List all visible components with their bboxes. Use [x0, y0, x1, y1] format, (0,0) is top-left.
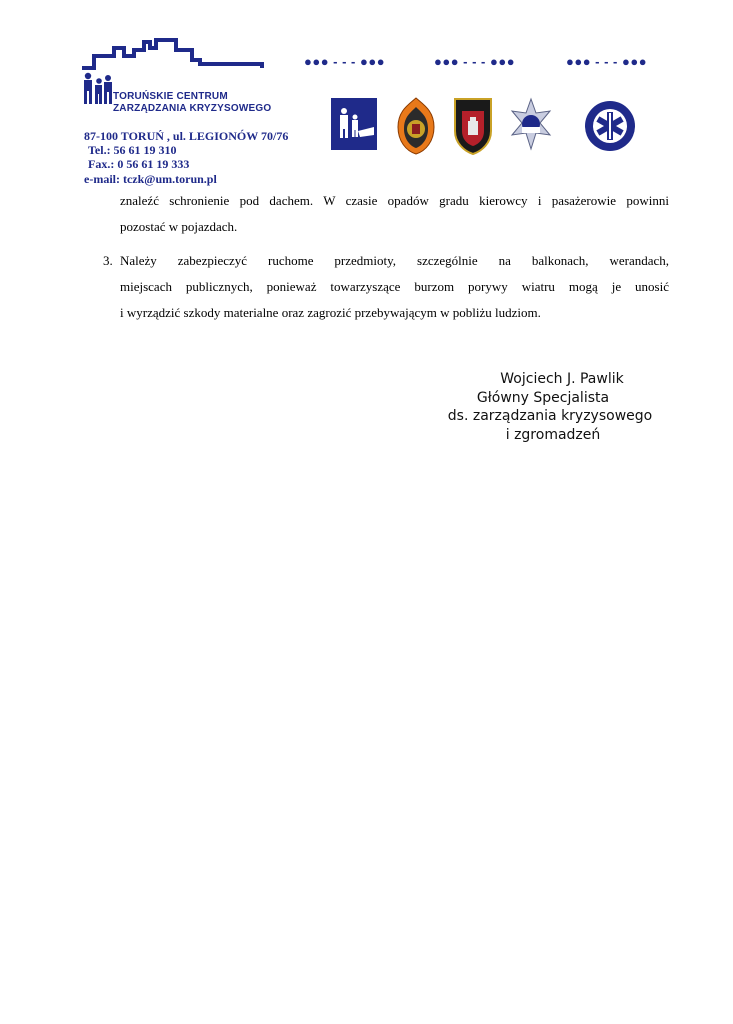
separator-1: ●●● - - - ●●●: [304, 54, 386, 69]
police-star-icon: [508, 97, 554, 155]
list-item-3: [120, 248, 669, 326]
continuation-line1: znaleźć schronienie pod dachem. W czasie opadów gradu kierowcy i pasażerowie powinni: [120, 193, 669, 208]
signatory-department-line1: ds. zarządzania kryzysowego: [447, 408, 653, 424]
org-name-line1: TORUŃSKIE CENTRUM: [113, 91, 228, 102]
list-item-number: 3.: [103, 253, 113, 268]
signatory-title: Główny Specjalista: [476, 389, 610, 406]
signatory-name: Wojciech J. Pawlik: [500, 371, 624, 387]
fire-brigade-emblem-icon: [394, 97, 438, 155]
email: e-mail: tczk@um.torun.pl: [84, 172, 217, 186]
fax: Fax.: 0 56 61 19 333: [88, 157, 190, 171]
separator-2: ●●● - - - ●●●: [434, 54, 516, 69]
continuation-line2: pozostać w pojazdach.: [120, 219, 238, 234]
org-name-line2: ZARZĄDZANIA KRYZYSOWEGO: [113, 103, 272, 114]
family-help-icon: [330, 97, 378, 151]
phone: Tel.: 56 61 19 310: [88, 143, 177, 157]
signature-block: [440, 370, 660, 444]
continuation-paragraph: [120, 188, 669, 240]
item3-line1: Należy zabezpieczyć ruchome przedmioty, szczególnie na balkonach, werandach,: [120, 253, 669, 268]
item3-line3: i wyrządzić szkody materialne oraz zagrozić przebywającym w pobliżu ludziom.: [120, 305, 541, 320]
address: 87-100 TORUŃ , ul. LEGIONÓW 70/76: [84, 129, 289, 143]
city-guard-emblem-icon: [452, 97, 494, 155]
medical-rescue-emblem-icon: [584, 97, 636, 155]
signatory-department-line2: i zgromadzeń: [505, 426, 601, 443]
separator-3: ●●● - - - ●●●: [566, 54, 648, 69]
item3-line2: miejscach publicznych, ponieważ towarzyszące burzom porywy wiatru mogą je unosić: [120, 279, 669, 294]
